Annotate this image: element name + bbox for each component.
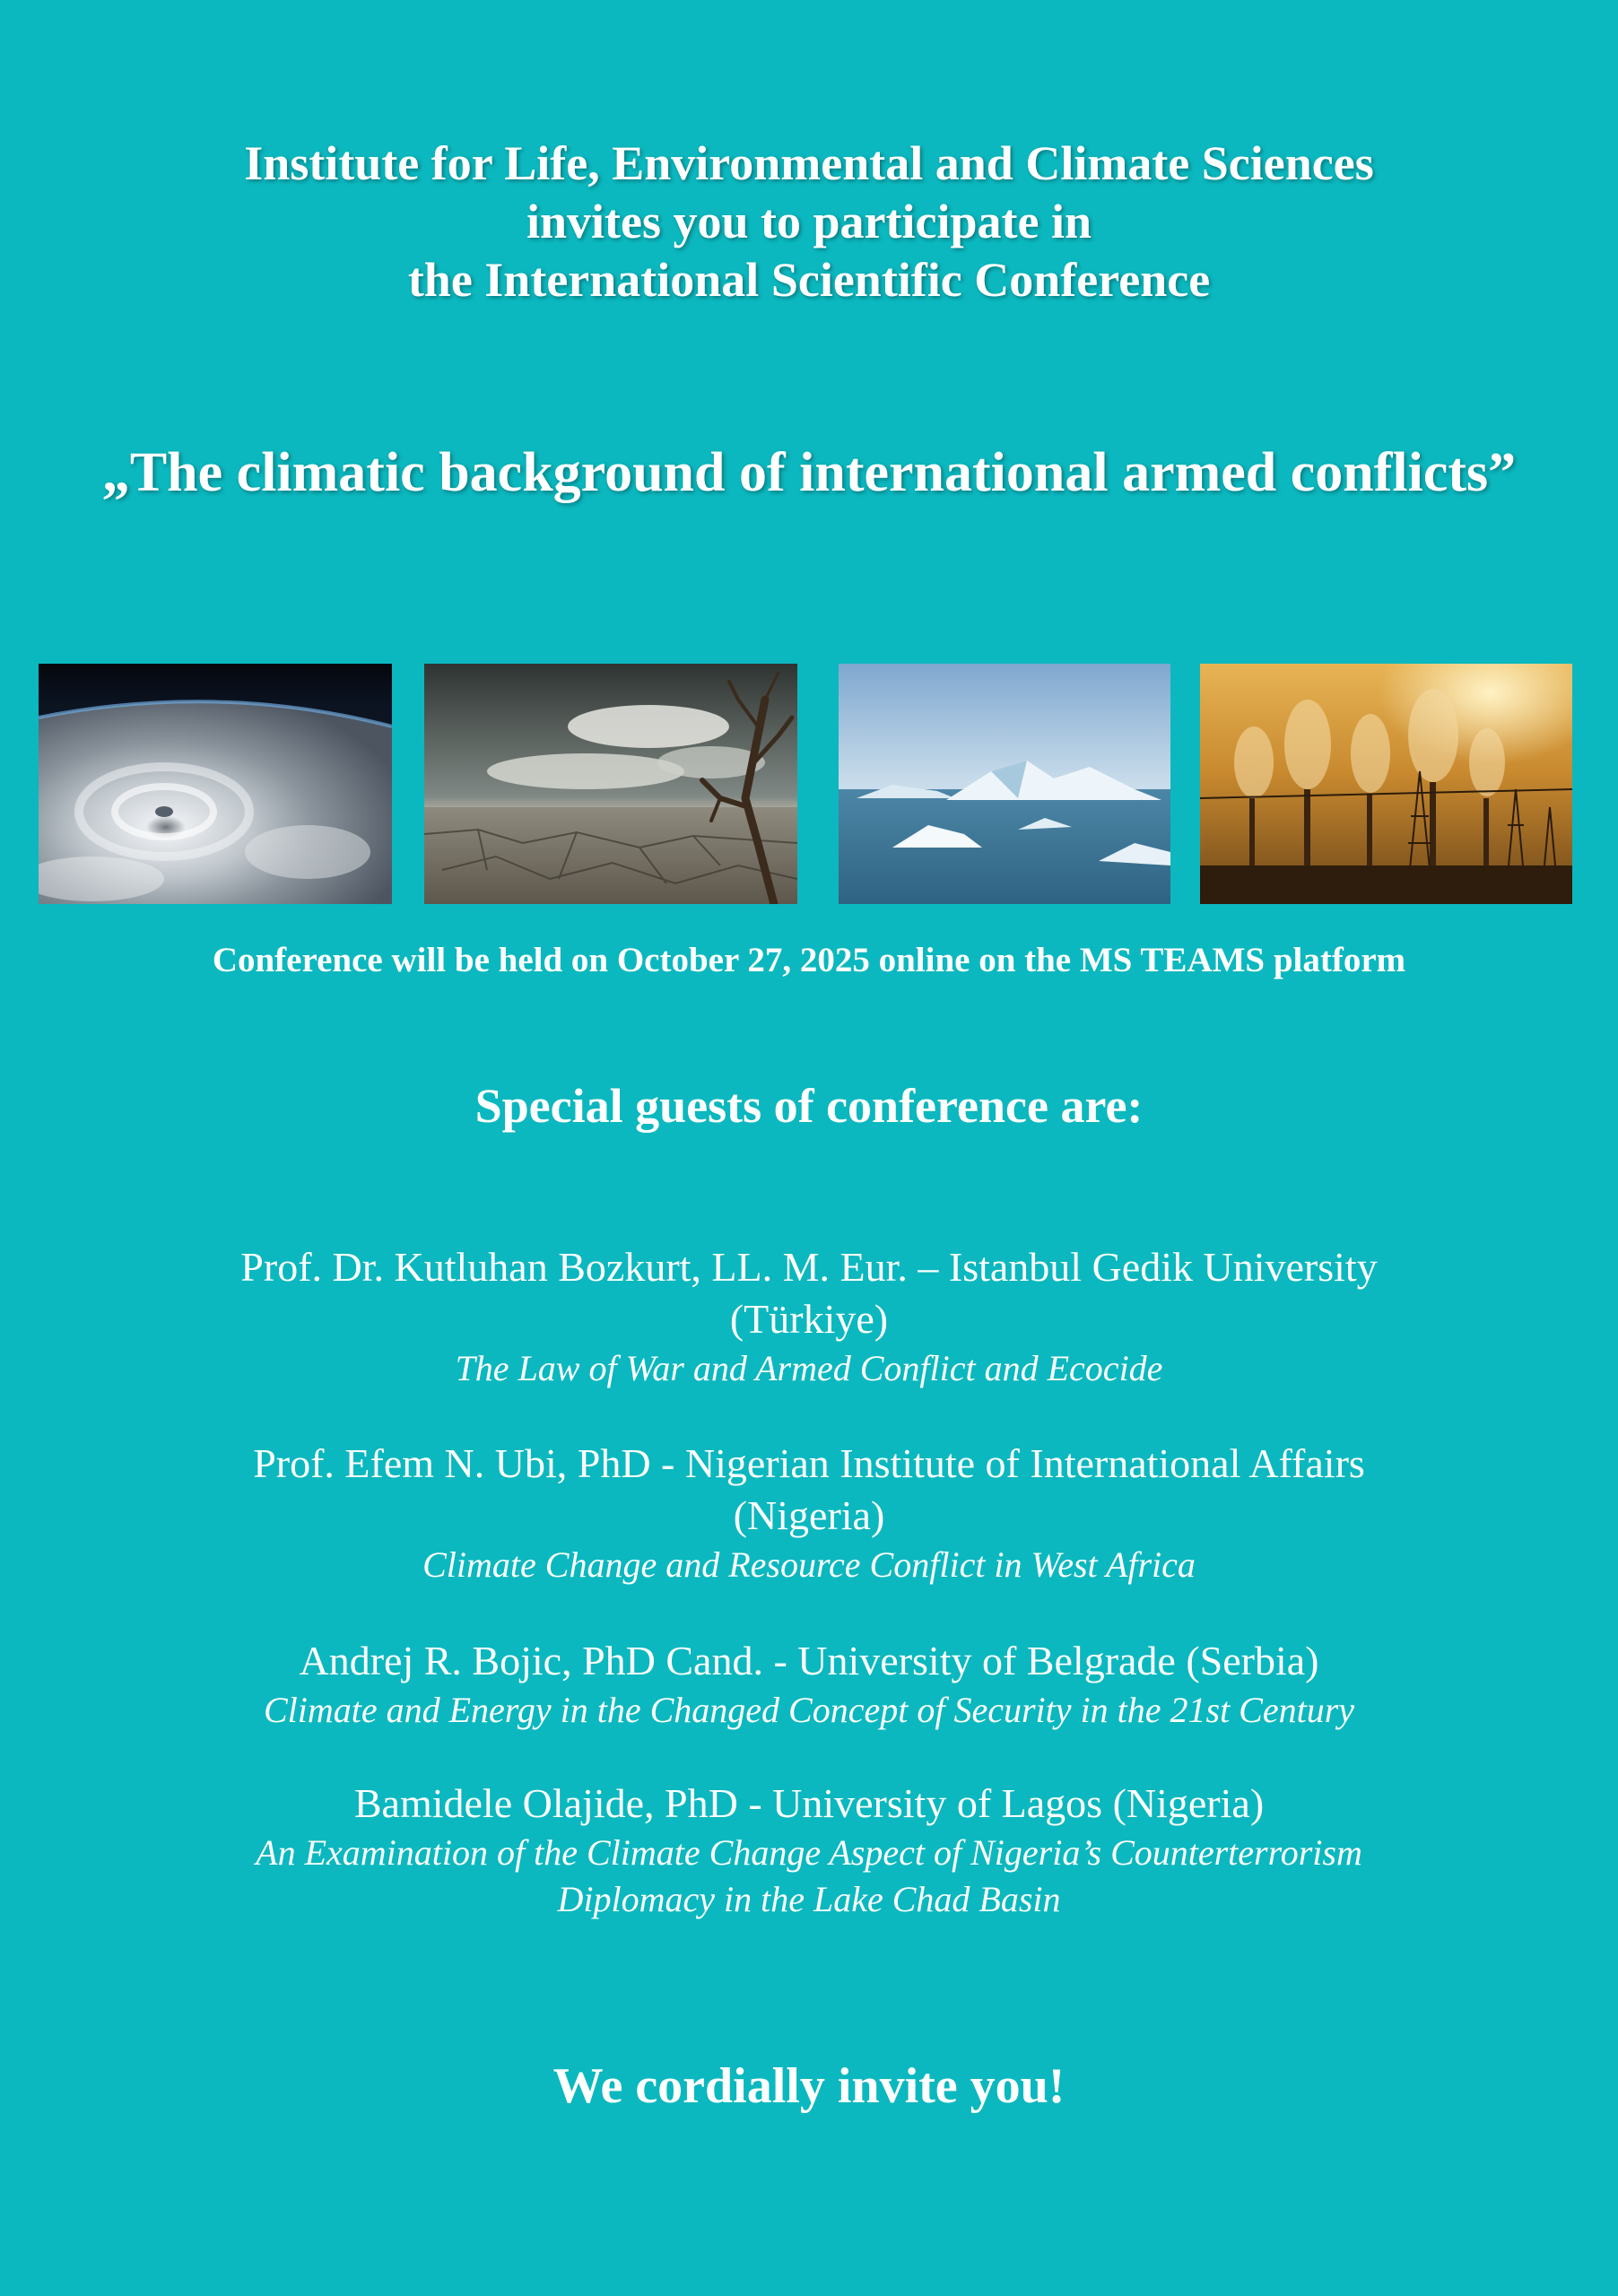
invite-line: invites you to participate in <box>526 195 1092 248</box>
guest-name: Andrej R. Bojic, PhD Cand. - University of Belgrade (Serbia) <box>299 1638 1319 1683</box>
conference-title: „The climatic background of international armed conflicts” <box>101 442 1517 503</box>
special-guests-heading: Special guests of conference are: <box>474 1079 1144 1133</box>
guest-item <box>0 1438 1618 1588</box>
institute-line: Institute for Life, Environmental and Climate Sciences <box>244 136 1374 190</box>
photo-strip <box>0 664 1618 904</box>
guest-talk-title: Climate and Energy in the Changed Concept of Security in the 21st Century <box>263 1690 1355 1730</box>
guest-country: (Nigeria) <box>733 1492 885 1538</box>
guest-name: Prof. Efem N. Ubi, PhD - Nigerian Institute of International Affairs <box>253 1440 1365 1486</box>
invitation-header <box>0 135 1618 309</box>
guest-name: Prof. Dr. Kutluhan Bozkurt, LL. M. Eur. – Istanbul Gedik University <box>240 1244 1378 1290</box>
hurricane-photo <box>39 664 392 904</box>
guest-talk-title: An Examination of the Climate Change Aspect of Nigeria’s Counterterrorism <box>256 1832 1362 1873</box>
guest-name: Bamidele Olajide, PhD - University of Lagos (Nigeria) <box>353 1780 1265 1826</box>
conference-type-line: the International Scientific Conference <box>407 253 1211 307</box>
drought-photo <box>424 664 797 904</box>
guest-item <box>0 1778 1618 1923</box>
guest-talk-title: The Law of War and Armed Conflict and Ecocide <box>455 1348 1163 1388</box>
industrial-pollution-photo <box>1200 664 1572 904</box>
guest-talk-title: Climate Change and Resource Conflict in West Africa <box>422 1544 1196 1585</box>
iceberg-photo <box>839 664 1170 904</box>
guest-item <box>0 1635 1618 1734</box>
guest-talk-title-continued: Diplomacy in the Lake Chad Basin <box>557 1879 1061 1919</box>
conference-date-line: Conference will be held on October 27, 2025 online on the MS TEAMS platform <box>212 941 1406 979</box>
guest-item <box>0 1241 1618 1392</box>
closing-invitation: We cordially invite you! <box>552 2058 1066 2114</box>
guest-country: (Türkiye) <box>729 1296 889 1342</box>
